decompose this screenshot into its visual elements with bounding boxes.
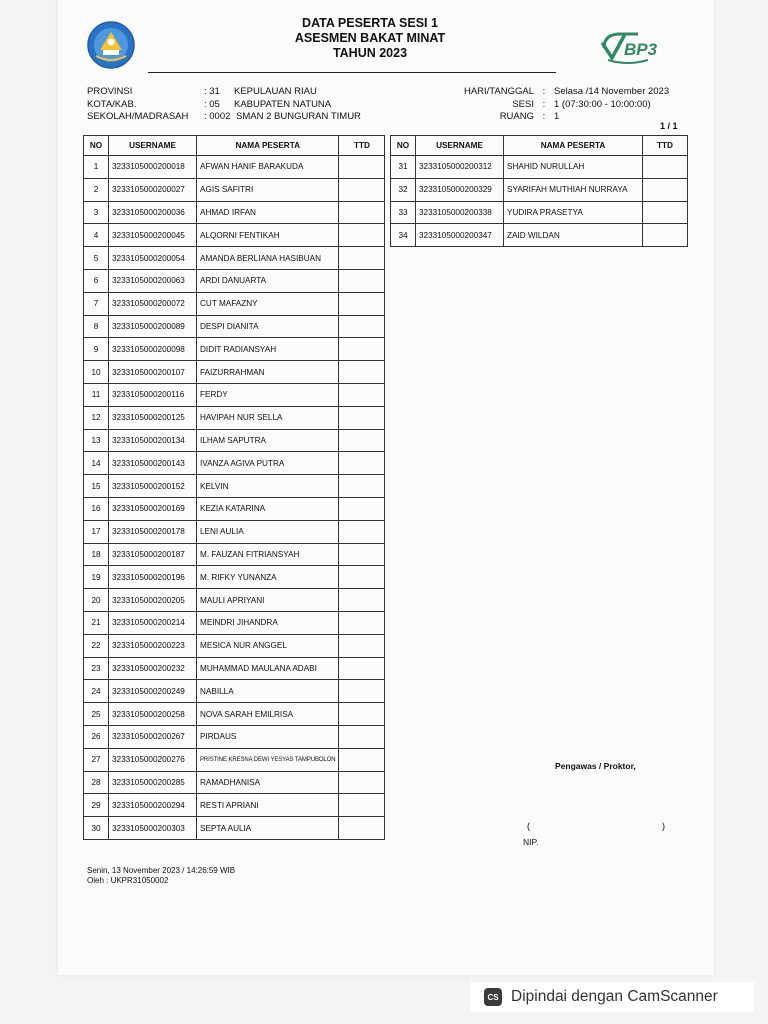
cell-username: 3233105000200303 bbox=[109, 817, 197, 840]
meta-key: RUANG bbox=[499, 111, 534, 122]
table-row bbox=[84, 406, 385, 429]
header-name: NAMA PESERTA bbox=[197, 136, 339, 156]
ministry-logo-icon bbox=[86, 20, 136, 70]
cell-signature bbox=[339, 611, 385, 634]
header-no: NO bbox=[84, 136, 109, 156]
nip-label: NIP. bbox=[523, 837, 539, 847]
cell-signature bbox=[643, 156, 688, 179]
cell-no: 9 bbox=[84, 338, 109, 361]
cell-username: 3233105000200063 bbox=[109, 269, 197, 292]
cell-no: 17 bbox=[84, 520, 109, 543]
cell-no: 16 bbox=[84, 497, 109, 520]
header-username: USERNAME bbox=[416, 136, 504, 156]
cell-username: 3233105000200267 bbox=[109, 725, 197, 748]
cell-no: 20 bbox=[84, 589, 109, 612]
cell-username: 3233105000200214 bbox=[109, 611, 197, 634]
cell-signature bbox=[339, 725, 385, 748]
camscanner-icon: CS bbox=[484, 988, 502, 1006]
cell-username: 3233105000200116 bbox=[109, 383, 197, 406]
cell-no: 1 bbox=[84, 156, 109, 179]
cell-username: 3233105000200258 bbox=[109, 703, 197, 726]
camscanner-text: Dipindai dengan CamScanner bbox=[511, 988, 718, 1005]
table-row bbox=[84, 794, 385, 817]
cell-name: KELVIN bbox=[197, 475, 339, 498]
cell-no: 19 bbox=[84, 566, 109, 589]
cell-signature bbox=[339, 224, 385, 247]
bp3-logo-text: BP3 bbox=[624, 40, 658, 59]
cell-username: 3233105000200098 bbox=[109, 338, 197, 361]
cell-no: 15 bbox=[84, 475, 109, 498]
meta-separator: : bbox=[542, 86, 546, 97]
cell-signature bbox=[339, 452, 385, 475]
table-row bbox=[391, 156, 688, 179]
regency-row bbox=[87, 99, 361, 112]
cell-name: IVANZA AGIVA PUTRA bbox=[197, 452, 339, 475]
signature-paren-open: ( bbox=[527, 821, 530, 831]
cell-username: 3233105000200107 bbox=[109, 361, 197, 384]
cell-name: AMANDA BERLIANA HASIBUAN bbox=[197, 247, 339, 270]
cell-name: PRISTINE KRESNA DEWI YESYAS TAMPUBOLON bbox=[197, 748, 339, 771]
cell-no: 3 bbox=[84, 201, 109, 224]
province-row bbox=[87, 86, 361, 99]
cell-username: 3233105000200205 bbox=[109, 589, 197, 612]
cell-signature bbox=[339, 178, 385, 201]
cell-username: 3233105000200054 bbox=[109, 247, 197, 270]
cell-signature bbox=[339, 406, 385, 429]
cell-no: 22 bbox=[84, 634, 109, 657]
table-row bbox=[84, 452, 385, 475]
cell-name: AHMAD IRFAN bbox=[197, 201, 339, 224]
cell-signature bbox=[339, 543, 385, 566]
cell-name: M. FAUZAN FITRIANSYAH bbox=[197, 543, 339, 566]
cell-no: 33 bbox=[391, 201, 416, 224]
cell-username: 3233105000200178 bbox=[109, 520, 197, 543]
meta-code: : 0002 bbox=[204, 111, 231, 122]
cell-no: 32 bbox=[391, 178, 416, 201]
cell-signature bbox=[339, 361, 385, 384]
cell-no: 2 bbox=[84, 178, 109, 201]
cell-username: 3233105000200143 bbox=[109, 452, 197, 475]
table-row bbox=[391, 224, 688, 247]
cell-no: 27 bbox=[84, 748, 109, 771]
cell-no: 11 bbox=[84, 383, 109, 406]
cell-no: 5 bbox=[84, 247, 109, 270]
table-row bbox=[84, 680, 385, 703]
cell-signature bbox=[339, 475, 385, 498]
cell-username: 3233105000200338 bbox=[416, 201, 504, 224]
meta-separator: : bbox=[542, 98, 546, 110]
cell-signature bbox=[339, 247, 385, 270]
cell-name: ALQORNI FENTIKAH bbox=[197, 224, 339, 247]
table-row bbox=[84, 201, 385, 224]
cell-username: 3233105000200196 bbox=[109, 566, 197, 589]
print-operator: Oleh : UKPR31050002 bbox=[87, 876, 169, 885]
meta-value: Selasa /14 November 2023 bbox=[554, 86, 670, 97]
cell-no: 23 bbox=[84, 657, 109, 680]
cell-username: 3233105000200347 bbox=[416, 224, 504, 247]
room-row bbox=[456, 111, 669, 124]
cell-name: SYARIFAH MUTHIAH NURRAYA bbox=[504, 178, 643, 201]
cell-no: 18 bbox=[84, 543, 109, 566]
meta-value: SMAN 2 BUNGURAN TIMUR bbox=[236, 111, 361, 122]
meta-value: KABUPATEN NATUNA bbox=[234, 98, 332, 110]
cell-no: 6 bbox=[84, 269, 109, 292]
table-row bbox=[84, 543, 385, 566]
meta-code: : 31 bbox=[204, 86, 220, 97]
page-number: 1 / 1 bbox=[660, 121, 678, 131]
proctor-label: Pengawas / Proktor, bbox=[555, 761, 636, 771]
cell-name: AGIS SAFITRI bbox=[197, 178, 339, 201]
title-divider bbox=[148, 72, 556, 73]
cell-name: AFWAN HANIF BARAKUDA bbox=[197, 156, 339, 179]
title-line-2: ASESMEN BAKAT MINAT bbox=[294, 31, 446, 45]
table-row bbox=[84, 657, 385, 680]
table-row bbox=[84, 725, 385, 748]
cell-username: 3233105000200134 bbox=[109, 429, 197, 452]
cell-no: 4 bbox=[84, 224, 109, 247]
cell-name: SEPTA AULIA bbox=[197, 817, 339, 840]
cell-no: 10 bbox=[84, 361, 109, 384]
cell-no: 14 bbox=[84, 452, 109, 475]
cell-username: 3233105000200072 bbox=[109, 292, 197, 315]
meta-value: KEPULAUAN RIAU bbox=[234, 86, 317, 97]
cell-signature bbox=[339, 680, 385, 703]
table-row bbox=[84, 292, 385, 315]
cell-username: 3233105000200125 bbox=[109, 406, 197, 429]
table-row bbox=[84, 383, 385, 406]
cell-name: FAIZURRAHMAN bbox=[197, 361, 339, 384]
meta-key: HARI/TANGGAL bbox=[463, 86, 534, 97]
meta-key: SEKOLAH/MADRASAH bbox=[87, 111, 189, 122]
print-timestamp: Senin, 13 November 2023 / 14:26:59 WIB bbox=[87, 866, 236, 875]
participant-table-left bbox=[83, 135, 385, 840]
cell-username: 3233105000200223 bbox=[109, 634, 197, 657]
header-username: USERNAME bbox=[109, 136, 197, 156]
header-ttd: TTD bbox=[339, 136, 385, 156]
table-header-row bbox=[84, 136, 385, 156]
meta-separator: : bbox=[542, 111, 546, 122]
cell-no: 13 bbox=[84, 429, 109, 452]
cell-name: RESTI APRIANI bbox=[197, 794, 339, 817]
cell-name: ARDI DANUARTA bbox=[197, 269, 339, 292]
title-line-1: DATA PESERTA SESI 1 bbox=[302, 16, 438, 30]
school-row bbox=[87, 111, 361, 124]
school-info bbox=[87, 86, 361, 124]
cell-name: M. RIFKY YUNANZA bbox=[197, 566, 339, 589]
participant-table-right bbox=[390, 135, 688, 247]
cell-no: 28 bbox=[84, 771, 109, 794]
title-line-3: TAHUN 2023 bbox=[332, 46, 408, 60]
cell-name: NABILLA bbox=[197, 680, 339, 703]
document-title bbox=[250, 16, 490, 61]
cell-name: ILHAM SAPUTRA bbox=[197, 429, 339, 452]
meta-key: SESI bbox=[512, 98, 534, 110]
table-row bbox=[84, 315, 385, 338]
cell-signature bbox=[339, 817, 385, 840]
header-no: NO bbox=[391, 136, 416, 156]
table-row bbox=[84, 178, 385, 201]
cell-no: 25 bbox=[84, 703, 109, 726]
cell-signature bbox=[339, 634, 385, 657]
cell-signature bbox=[339, 429, 385, 452]
bp3-logo-icon bbox=[598, 28, 678, 68]
cell-username: 3233105000200285 bbox=[109, 771, 197, 794]
cell-no: 8 bbox=[84, 315, 109, 338]
cell-username: 3233105000200294 bbox=[109, 794, 197, 817]
cell-username: 3233105000200045 bbox=[109, 224, 197, 247]
cell-name: MEINDRI JIHANDRA bbox=[197, 611, 339, 634]
cell-name: KEZIA KATARINA bbox=[197, 497, 339, 520]
cell-signature bbox=[339, 520, 385, 543]
signature-paren-close: ) bbox=[662, 821, 665, 831]
cell-username: 3233105000200027 bbox=[109, 178, 197, 201]
cell-signature bbox=[339, 771, 385, 794]
table-row bbox=[84, 589, 385, 612]
cell-username: 3233105000200187 bbox=[109, 543, 197, 566]
cell-username: 3233105000200169 bbox=[109, 497, 197, 520]
cell-name: DESPI DIANITA bbox=[197, 315, 339, 338]
cell-signature bbox=[339, 589, 385, 612]
table-row bbox=[84, 703, 385, 726]
cell-signature bbox=[643, 178, 688, 201]
table-row bbox=[84, 748, 385, 771]
cell-username: 3233105000200276 bbox=[109, 748, 197, 771]
cell-signature bbox=[339, 383, 385, 406]
cell-name: LENI AULIA bbox=[197, 520, 339, 543]
meta-key: KOTA/KAB. bbox=[87, 98, 137, 110]
table-row bbox=[84, 338, 385, 361]
cell-signature bbox=[339, 292, 385, 315]
meta-value: 1 bbox=[554, 111, 560, 122]
cell-signature bbox=[643, 224, 688, 247]
table-row bbox=[84, 520, 385, 543]
table-row bbox=[84, 771, 385, 794]
table-header-row bbox=[391, 136, 688, 156]
meta-value: 1 (07:30:00 - 10:00:00) bbox=[554, 98, 651, 110]
cell-no: 12 bbox=[84, 406, 109, 429]
cell-name: FERDY bbox=[197, 383, 339, 406]
cell-no: 29 bbox=[84, 794, 109, 817]
session-row bbox=[456, 99, 669, 112]
cell-username: 3233105000200329 bbox=[416, 178, 504, 201]
participant-rows-right bbox=[391, 156, 688, 247]
cell-no: 7 bbox=[84, 292, 109, 315]
session-info bbox=[456, 86, 669, 124]
cell-signature bbox=[643, 201, 688, 224]
cell-name: MUHAMMAD MAULANA ADABI bbox=[197, 657, 339, 680]
cell-name: DIDIT RADIANSYAH bbox=[197, 338, 339, 361]
cell-username: 3233105000200036 bbox=[109, 201, 197, 224]
table-row bbox=[84, 361, 385, 384]
table-row bbox=[391, 178, 688, 201]
cell-signature bbox=[339, 748, 385, 771]
cell-signature bbox=[339, 657, 385, 680]
cell-username: 3233105000200089 bbox=[109, 315, 197, 338]
cell-signature bbox=[339, 566, 385, 589]
table-row bbox=[84, 611, 385, 634]
cell-name: NOVA SARAH EMILRISA bbox=[197, 703, 339, 726]
cell-username: 3233105000200312 bbox=[416, 156, 504, 179]
table-row bbox=[84, 475, 385, 498]
cell-no: 31 bbox=[391, 156, 416, 179]
cell-signature bbox=[339, 794, 385, 817]
header-ttd: TTD bbox=[643, 136, 688, 156]
date-row bbox=[456, 86, 669, 99]
cell-name: MAULI APRIYANI bbox=[197, 589, 339, 612]
meta-key: PROVINSI bbox=[87, 86, 133, 97]
cell-signature bbox=[339, 269, 385, 292]
cell-name: MESICA NUR ANGGEL bbox=[197, 634, 339, 657]
cell-signature bbox=[339, 315, 385, 338]
camscanner-watermark bbox=[470, 982, 754, 1012]
cell-signature bbox=[339, 497, 385, 520]
participant-rows-left bbox=[84, 156, 385, 840]
table-row bbox=[84, 817, 385, 840]
cell-signature bbox=[339, 703, 385, 726]
table-row bbox=[84, 634, 385, 657]
table-row bbox=[84, 156, 385, 179]
meta-code: : 05 bbox=[204, 98, 220, 110]
cell-username: 3233105000200232 bbox=[109, 657, 197, 680]
cell-name: ZAID WILDAN bbox=[504, 224, 643, 247]
cell-username: 3233105000200018 bbox=[109, 156, 197, 179]
cell-name: YUDIRA PRASETYA bbox=[504, 201, 643, 224]
cell-username: 3233105000200249 bbox=[109, 680, 197, 703]
cell-name: SHAHID NURULLAH bbox=[504, 156, 643, 179]
table-row bbox=[84, 429, 385, 452]
cell-username: 3233105000200152 bbox=[109, 475, 197, 498]
cell-no: 26 bbox=[84, 725, 109, 748]
table-row bbox=[84, 247, 385, 270]
cell-name: PIRDAUS bbox=[197, 725, 339, 748]
cell-name: HAVIPAH NUR SELLA bbox=[197, 406, 339, 429]
cell-signature bbox=[339, 201, 385, 224]
cell-signature bbox=[339, 156, 385, 179]
header-name: NAMA PESERTA bbox=[504, 136, 643, 156]
table-row bbox=[84, 566, 385, 589]
cell-name: CUT MAFAZNY bbox=[197, 292, 339, 315]
cell-signature bbox=[339, 338, 385, 361]
cell-no: 24 bbox=[84, 680, 109, 703]
table-row bbox=[84, 224, 385, 247]
cell-name: RAMADHANISA bbox=[197, 771, 339, 794]
cell-no: 21 bbox=[84, 611, 109, 634]
cell-no: 34 bbox=[391, 224, 416, 247]
table-row bbox=[84, 497, 385, 520]
cell-no: 30 bbox=[84, 817, 109, 840]
table-row bbox=[391, 201, 688, 224]
print-footer bbox=[87, 866, 235, 886]
table-row bbox=[84, 269, 385, 292]
